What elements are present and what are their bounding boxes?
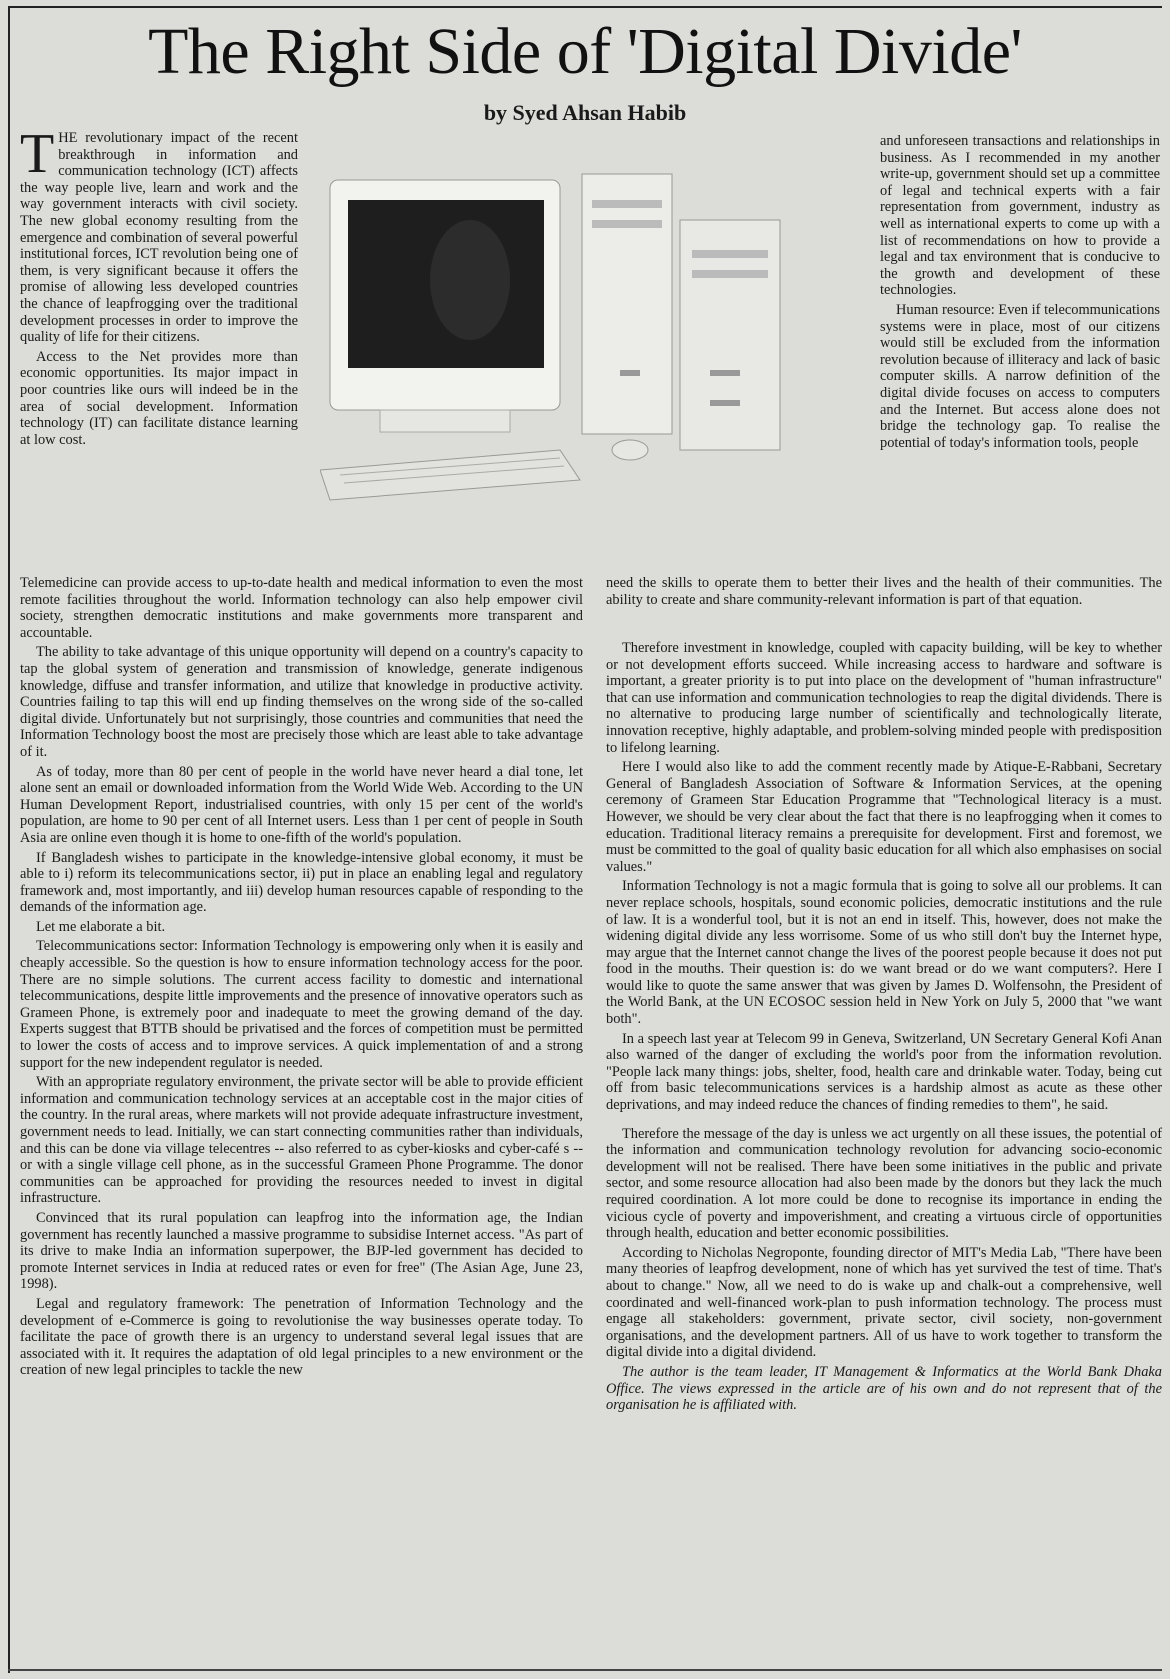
right-col-paragraph: In a speech last year at Telecom 99 in Geneva, Switzerland, UN Secretary General Kofi Anan also warned of the danger of excluding the world's poor from the information revolution. "People lack many things: jobs, shelter, food, health care and drinkable water. Today, being cut off from basic telecommunications services is a hardship almost as acute as these other deprivations, and may indeed reduce the chances of finding remedies to them", he said. — [606, 1030, 1162, 1114]
right-col-paragraph: Here I would also like to add the comment recently made by Atique-E-Rabbani, Secretary General of Bangladesh Association of Software & Information Services, at the opening ceremony of Grameen Star Education Programme that "Technological literacy is a must. However, we should be very clear about the fact that there is no leapfrogging when it comes to education. Traditional literacy remains a prerequisite for development. First and foremost, we must be committed to the goal of quality basic education for all which also emphasises on social values." — [606, 759, 1162, 875]
bottom-rule — [8, 1669, 1162, 1671]
top-rule — [8, 6, 1162, 8]
article-byline: by Syed Ahsan Habib — [483, 100, 687, 125]
right-col-paragraph: Therefore the message of the day is unless we act urgently on all these issues, the potential of the information and communication technology revolution for advancing socio-economic development will not be realised. There have been some initiatives in the public and private sector, and some resource allocation had also been made by the donors but they lack the much required coordination. A lot more could be done to recognise its importance in ending the vicious cycle of poverty and impoverishment, and creating a virtuous circle of opportunities through health, education and better economic possibilities. — [606, 1125, 1162, 1242]
left-paragraph: If Bangladesh wishes to participate in the knowledge-intensive global economy, it must be able to i) reform its telecommunications sector, ii) put in place an enabling legal and regulatory framework and, most importantly, and iii) develop human resources capable of responding to the demands of the information age. — [20, 849, 583, 916]
right-col-paragraph: Therefore investment in knowledge, coupled with capacity building, will be key to whether or not development efforts succeed. While increasing access to hardware and software is important, a greater priority is to put into place on the development of "human infrastructure" that can use information and communication technologies to reap the digital dividends. There is no alternative to producing large number of scientifically and technologically literate, innovation receptive, highly adaptable, and problem-solving minded people with predisposition to lifelong learning. — [606, 640, 1162, 756]
right-col-paragraph: According to Nicholas Negroponte, founding director of MIT's Media Lab, "There have been many theories of leapfrog development, none of which has yet survived the test of time. That's about to change." Now, all we need to do is wake up and chalk-out a comprehensive, well coordinated and well-financed work-plan to push information technology. The process must engage all stakeholders: government, private sector, civil society, non-government organisations, and the development partners. All of us have to work together to transform the digital divide into a digital dividend. — [606, 1244, 1162, 1361]
left-rule — [8, 6, 10, 1673]
intro-column — [20, 123, 298, 451]
right-column — [606, 640, 1162, 1417]
left-paragraph: Legal and regulatory framework: The penetration of Information Technology and the development of e-Commerce is going to revolutionise the way businesses operate today. To facilitate the pace of growth there is an urgency to understand several legal issues that are associated with it. It requires the adaptation of old legal principles to a new environment or the creation of new legal principles to tackle the new — [20, 1295, 583, 1379]
computer-photo — [320, 170, 860, 550]
left-paragraph: Telecommunications sector: Information Technology is empowering only when it is easily and cheaply accessible. So the question is how to ensure information technology access for the poor. There are no simple solutions. The current access facility to domestic and international telecommunications, despite little improvements and the presence of innovative operators such as Grameen Phone, is extremely poor and inadequate to meet the growing demand of the day. Experts suggest that BTTB should be privatised and the forces of competition must be permitted to lower the costs of access and to improve services. A quick implementation of and a strong support for the new independent regulator is needed. — [20, 938, 583, 1071]
intro-paragraph-2: Access to the Net provides more than economic opportunities. Its major impact in poor countries like ours will indeed be in the area of social development. Information technology (IT) can facilitate distance learning at low cost. — [20, 348, 298, 448]
right-paragraph-2: Human resource: Even if telecommunications systems were in place, most of our citizens would still be excluded from the information revolution because of illiteracy and lack of basic computer skills. A narrow definition of the digital divide focuses on access to computers and the Internet. But access alone does not bridge the technology gap. To realise the potential of today's information tools, people — [880, 301, 1160, 451]
left-paragraph: As of today, more than 80 per cent of people in the world have never heard a dial tone, let alone sent an email or downloaded information from the World Wide Web. According to the UN Human Development Report, industrialised countries, with only 15 per cent of the world's population, are home to 90 per cent of all Internet users. Less than 1 per cent of people in South Asia are online even though it is home to one-fifth of the world's population. — [20, 763, 583, 846]
left-paragraph: Convinced that its rural population can leapfrog into the information age, the Indian government has recently launched a massive programme to subsidise Internet access. "As part of its drive to make India an information superpower, the BJP-led government has decided to promote Internet services in India at reduced rates or even for free" (The Asian Age, June 23, 1998). — [20, 1209, 583, 1293]
span-paragraph: need the skills to operate them to better their lives and the health of their communities. The ability to create and share community-relevant information is part of that equation. — [606, 575, 1162, 608]
drop-cap: T — [20, 123, 55, 185]
left-paragraph: The ability to take advantage of this unique opportunity will depend on a country's capacity to tap the global system of generation and transmission of knowledge, generate indigenous knowledge, diffuse and transfer information, and utilize that knowledge in productive activity. Countries failing to tap this will end up finding themselves on the wrong side of the so-called digital divide. Unfortunately but not surprisingly, those countries and communities that need the Information Technology boost the most are precisely those which are least able to take advantage of it. — [20, 644, 583, 760]
right-paragraph-1: and unforeseen transactions and relationships in business. As I recommended in my another write-up, government should set up a committee of legal and technical experts with a fair representation from government, industry as well as international experts to come up with a list of recommendations on how to provide a legal and tax environment that is conducive to the growth and development of these technologies. — [880, 133, 1160, 299]
right-top-column — [880, 133, 1160, 454]
left-paragraph: Telemedicine can provide access to up-to-date health and medical information to even the most remote facilities throughout the world. Information technology can also help empower civil society, strengthen democratic institutions and make governments more transparent and accountable. — [20, 575, 583, 641]
right-col-paragraph: Information Technology is not a magic formula that is going to solve all our problems. It can never replace schools, hospitals, sound economic policies, democratic institutions and the rule of law. It is a wonderful tool, but it is not an end in itself. This, however, does not make the widening digital divide any less worrisome. Some of us who still don't buy the Internet hype, may argue that the Internet cannot change the lives of the poorest people because it does not put food in the mouths. Their question is: do we want bread or do we want computers?. Here I would like to quote the same answer that was given by James D. Wolfensohn, the President of the World Bank, at the UN ECOSOC session held in New York on July 5, 2000 that "we want both". — [606, 878, 1162, 1028]
left-paragraph: With an appropriate regulatory environment, the private sector will be able to provide efficient information and communication technology services at an acceptable cost in the major cities of the country. In the rural areas, where markets will not provide adequate infrastructure investment, government needs to lead. Initially, we can start connecting communities rather than individuals, and this can be done via village telecentres -- also referred to as cyber-kiosks and cyber-café s -- or with a single village cell phone, as in the successful Grameen Phone Programme. The donor communities can be approached for providing the resources needed to invest in digital infrastructure. — [20, 1074, 583, 1207]
author-note: The author is the team leader, IT Management & Informatics at the World Bank Dhaka Office. The views expressed in the article are of his own and do not represent that of the organisation he is affiliated with. — [606, 1363, 1162, 1414]
left-column — [20, 575, 583, 1382]
left-paragraph: Let me elaborate a bit. — [36, 918, 166, 935]
span-continuation — [606, 575, 1162, 611]
article-headline: The Right Side of 'Digital Divide' — [148, 15, 1022, 88]
intro-paragraph-1 — [20, 123, 298, 346]
intro-paragraph-1-text: HE revolutionary impact of the recent breakthrough in information and communication technology (ICT) affects the way people live, learn and work and the way government interacts with civil society. The new global economy resulting from the emergence and combination of several powerful institutional forces, ICT revolution being one of them, is very significant because it offers the promise of allowing less developed countries the chance of leapfrogging over the traditional development processes in order to improve the quality of life for their citizens. — [20, 130, 298, 346]
